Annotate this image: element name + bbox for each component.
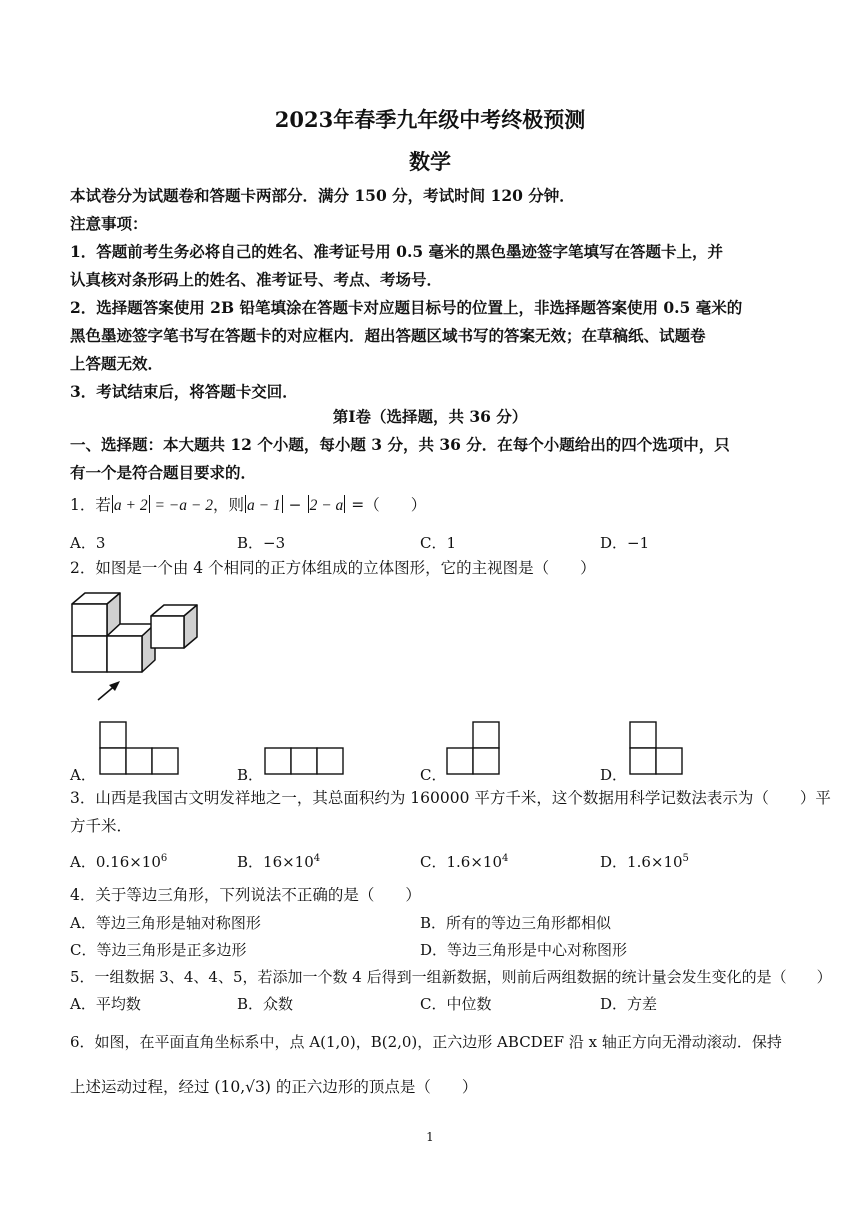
question-3b: 方千米． xyxy=(70,817,133,835)
part-instruction-b: 有一个是符合题目要求的． xyxy=(70,463,257,482)
subject-title: 数学 xyxy=(409,149,451,174)
q2-option-d-label: D． xyxy=(600,766,628,784)
question-1: 1．若 a + 2 = −a − 2，则 a − 1 − 2 − a =（ ） xyxy=(70,496,427,514)
exam-title: 2023年春季九年级中考终极预测 xyxy=(274,107,586,132)
q2-option-a-label: A． xyxy=(70,766,96,784)
q3-option-c: C．$1.6\times 10^4$ xyxy=(420,853,509,871)
question-4: 4．关于等边三角形，下列说法不正确的是（ ） xyxy=(70,886,421,904)
q2-option-d-view xyxy=(628,720,686,776)
section-heading: 第Ⅰ卷（选择题，共 36 分） xyxy=(332,407,528,426)
q5-option-c: C．中位数 xyxy=(420,995,492,1013)
q4-option-c: C．等边三角形是正多边形 xyxy=(70,941,247,959)
q1-expr3: 2 − a xyxy=(309,497,344,514)
q2-cube-figure xyxy=(66,590,201,705)
question-2: 2．如图是一个由 4 个相同的正方体组成的立体图形，它的主视图是（ ） xyxy=(70,559,596,577)
page-number: 1 xyxy=(426,1130,434,1144)
q3-option-a: A．$0.16\times 10^6$ xyxy=(70,853,168,871)
notice-2a: 2．选择题答案使用 2B 铅笔填涂在答题卡对应题目标号的位置上，非选择题答案使用 0.5 毫米的 xyxy=(70,298,743,317)
q1-expr1: a + 2 xyxy=(113,497,148,514)
part-instruction-a: 一、选择题：本大题共 12 个小题，每小题 3 分，共 36 分．在每个小题给出的四个选项中，只 xyxy=(70,435,730,454)
notice-3: 3．考试结束后，将答题卡交回． xyxy=(70,382,298,401)
notice-2b: 黑色墨迹签字笔书写在答题卡的对应框内．超出答题区域书写的答案无效；在草稿纸、试题卷 xyxy=(70,326,706,345)
notice-1a: 1．答题前考生务必将自己的姓名、准考证号用 0.5 毫米的黑色墨迹签字笔填写在答题卡上，并 xyxy=(70,242,724,261)
q1-expr2: a − 1 xyxy=(247,497,281,514)
q4-option-a: A．等边三角形是轴对称图形 xyxy=(70,914,261,932)
notice-1b: 认真核对条形码上的姓名、准考证号、考点、考场号． xyxy=(70,270,443,289)
q1-option-d: D．−1 xyxy=(600,534,650,552)
q4-option-b: B．所有的等边三角形都相似 xyxy=(420,914,612,932)
q2-option-a-view xyxy=(98,720,182,776)
notice-heading: 注意事项： xyxy=(70,214,148,233)
intro-line: 本试卷分为试题卷和答题卡两部分．满分 150 分，考试时间 120 分钟． xyxy=(70,186,575,205)
q1-option-a: A．3 xyxy=(70,534,106,552)
q5-option-a: A．平均数 xyxy=(70,995,141,1013)
q3-option-b: B．$16\times 10^4$ xyxy=(237,853,321,871)
notice-2c: 上答题无效． xyxy=(70,354,164,373)
question-3a: 3．山西是我国古文明发祥地之一，其总面积约为 160000 平方千米，这个数据用科学记数法表示为（ ）平 xyxy=(70,789,831,807)
q5-option-d: D．方差 xyxy=(600,995,658,1013)
q2-option-c-label: C． xyxy=(420,766,447,784)
q2-option-b-view xyxy=(263,746,347,776)
question-6b: 上述运动过程，经过 (10,√3) 的正六边形的顶点是（ ） xyxy=(70,1078,478,1096)
q1-option-b: B．−3 xyxy=(237,534,286,552)
q2-option-b-label: B． xyxy=(237,766,264,784)
q1-eq1: = −a − 2 xyxy=(150,497,213,514)
q3-option-d: D．$1.6\times 10^5$ xyxy=(600,853,689,871)
q5-option-b: B．众数 xyxy=(237,995,294,1013)
q4-option-d: D．等边三角形是中心对称图形 xyxy=(420,941,628,959)
question-6a: 6．如图，在平面直角坐标系中，点 A(1,0)，B(2,0)，正六边形 ABCDEF 沿 x 轴正方向无滑动滚动．保持 xyxy=(70,1033,782,1051)
q1-option-c: C．1 xyxy=(420,534,457,552)
q2-option-c-view xyxy=(445,720,503,776)
question-5: 5．一组数据 3、4、4、5，若添加一个数 4 后得到一组新数据，则前后两组数据的统计量会发生变化的是（ ） xyxy=(70,968,832,986)
